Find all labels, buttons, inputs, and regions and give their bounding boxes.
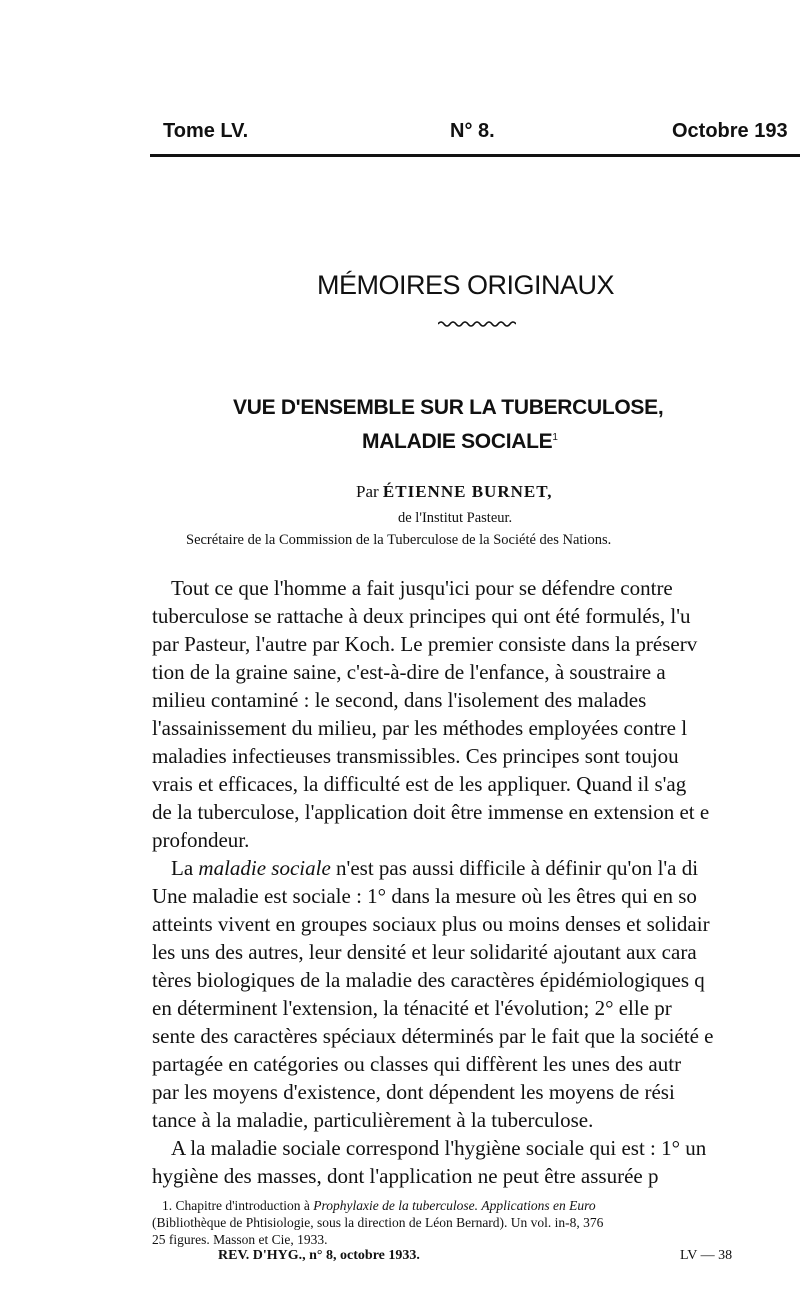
body-line: maladies infectieuses transmissibles. Ces principes sont toujou — [152, 744, 679, 768]
body-line: sente des caractères spéciaux déterminés par le fait que la société e — [152, 1024, 714, 1048]
body-line: en déterminent l'extension, la ténacité et l'évolution; 2° elle pr — [152, 996, 672, 1020]
body-line: par Pasteur, l'autre par Koch. Le premier consiste dans la préserv — [152, 632, 698, 656]
section-title: MÉMOIRES ORIGINAUX — [317, 270, 615, 300]
article-title-line-1: VUE D'ENSEMBLE SUR LA TUBERCULOSE, — [233, 396, 664, 419]
body-line: Tout ce que l'homme a fait jusqu'ici pour se défendre contre — [171, 576, 673, 600]
issue-number: N° 8. — [450, 120, 495, 142]
author-line — [356, 482, 553, 502]
body-line: tères biologiques de la maladie des caractères épidémiologiques q — [152, 968, 705, 992]
para-lead: La — [171, 856, 194, 880]
footnote-line-2: (Bibliothèque de Phtisiologie, sous la direction de Léon Bernard). Un vol. in-8, 376 — [152, 1215, 604, 1230]
footnote-line-1 — [162, 1198, 596, 1214]
body-line: tance à la maladie, particulièrement à la tuberculose. — [152, 1108, 594, 1132]
author-role: Secrétaire de la Commission de la Tuberculose de la Société des Nations. — [186, 532, 612, 548]
volume-label: Tome LV. — [163, 120, 249, 142]
emphasis-term: maladie sociale — [198, 856, 331, 880]
title-ornament — [438, 320, 516, 328]
body-line: A la maladie sociale correspond l'hygiène sociale qui est : 1° un — [171, 1136, 707, 1160]
author-name: ÉTIENNE BURNET, — [382, 482, 553, 501]
issue-date: Octobre 193 — [672, 120, 788, 142]
footnote-line-3: 25 figures. Masson et Cie, 1933. — [152, 1232, 328, 1247]
author-prefix: Par — [356, 482, 379, 501]
body-line: tuberculose se rattache à deux principes qui ont été formulés, l'u — [152, 604, 691, 628]
body-line: vrais et efficaces, la difficulté est de les appliquer. Quand il s'ag — [152, 772, 687, 796]
body-line — [171, 856, 698, 881]
body-line: les uns des autres, leur densité et leur solidarité ajoutant aux cara — [152, 940, 697, 964]
footnote-number: 1. — [162, 1198, 173, 1213]
article-title-text: MALADIE SOCIALE — [362, 430, 553, 453]
para-rest: n'est pas aussi difficile à définir qu'on l'a di — [336, 856, 699, 880]
body-line: atteints vivent en groupes sociaux plus ou moins denses et solidair — [152, 912, 710, 936]
journal-reference: REV. D'HYG., n° 8, octobre 1933. — [218, 1248, 420, 1263]
article-title-line-2 — [362, 430, 558, 454]
body-line: milieu contaminé : le second, dans l'isolement des malades — [152, 688, 647, 712]
body-line: l'assainissement du milieu, par les méthodes employées contre l — [152, 716, 688, 740]
footnote-book-subtitle: Applications en Euro — [481, 1198, 596, 1213]
title-footnote-marker: 1 — [552, 432, 558, 443]
footnote-text: Chapitre d'introduction à — [175, 1198, 310, 1213]
footnote-book-title: Prophylaxie de la tuberculose. — [313, 1198, 478, 1213]
body-line: Une maladie est sociale : 1° dans la mesure où les êtres qui en so — [152, 884, 697, 908]
body-line: par les moyens d'existence, dont dépendent les moyens de rési — [152, 1080, 675, 1104]
header-rule — [150, 154, 800, 157]
body-line: hygiène des masses, dont l'application ne peut être assurée p — [152, 1164, 659, 1188]
body-line: profondeur. — [152, 828, 250, 852]
page-number: LV — 38 — [680, 1248, 733, 1263]
body-line: partagée en catégories ou classes qui diffèrent les unes des autr — [152, 1052, 682, 1076]
author-affiliation: de l'Institut Pasteur. — [398, 510, 513, 526]
body-line: tion de la graine saine, c'est-à-dire de l'enfance, à soustraire a — [152, 660, 666, 684]
body-line: de la tuberculose, l'application doit être immense en extension et e — [152, 800, 710, 824]
